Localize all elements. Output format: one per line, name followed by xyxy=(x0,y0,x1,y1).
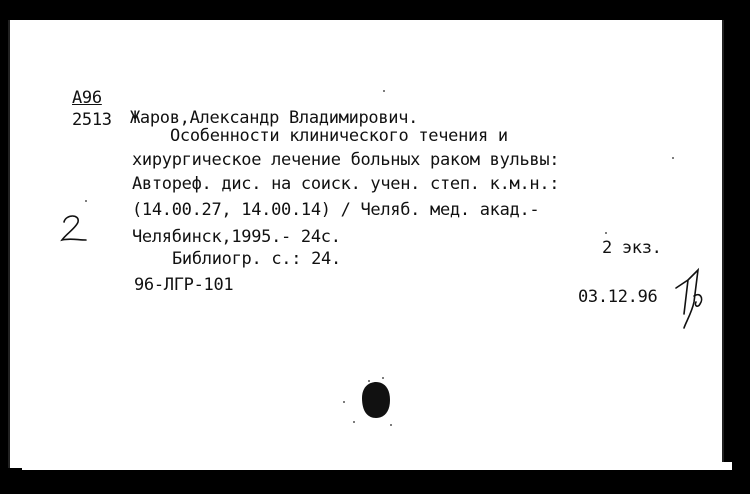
copies-count: 2 экз. xyxy=(602,238,662,258)
title-line-4: (14.00.27, 14.00.14) / Челяб. мед. акад.- xyxy=(132,200,540,220)
registry-code: 96-ЛГР-101 xyxy=(134,275,234,295)
card-bottom-edge xyxy=(22,462,732,470)
title-line-2: хирургическое лечение больных раком вульвы: xyxy=(132,150,560,170)
title-line-1: Особенности клинического течения и xyxy=(170,126,508,146)
shelf-mark: А96 xyxy=(72,88,102,108)
title-line-5: Челябинск,1995.- 24с. xyxy=(132,227,341,247)
stamp-date: 03.12.96 xyxy=(578,287,658,307)
inventory-number: 2513 xyxy=(72,110,112,130)
handwritten-mark xyxy=(56,210,96,246)
punch-hole xyxy=(356,378,396,424)
author-name: Жаров,Александр Владимирович. xyxy=(130,108,419,128)
handwritten-initials xyxy=(670,262,714,334)
bibliography-note: Библиогр. с.: 24. xyxy=(172,249,341,269)
title-line-3: Автореф. дис. на соиск. учен. степ. к.м.н.: xyxy=(132,174,560,194)
